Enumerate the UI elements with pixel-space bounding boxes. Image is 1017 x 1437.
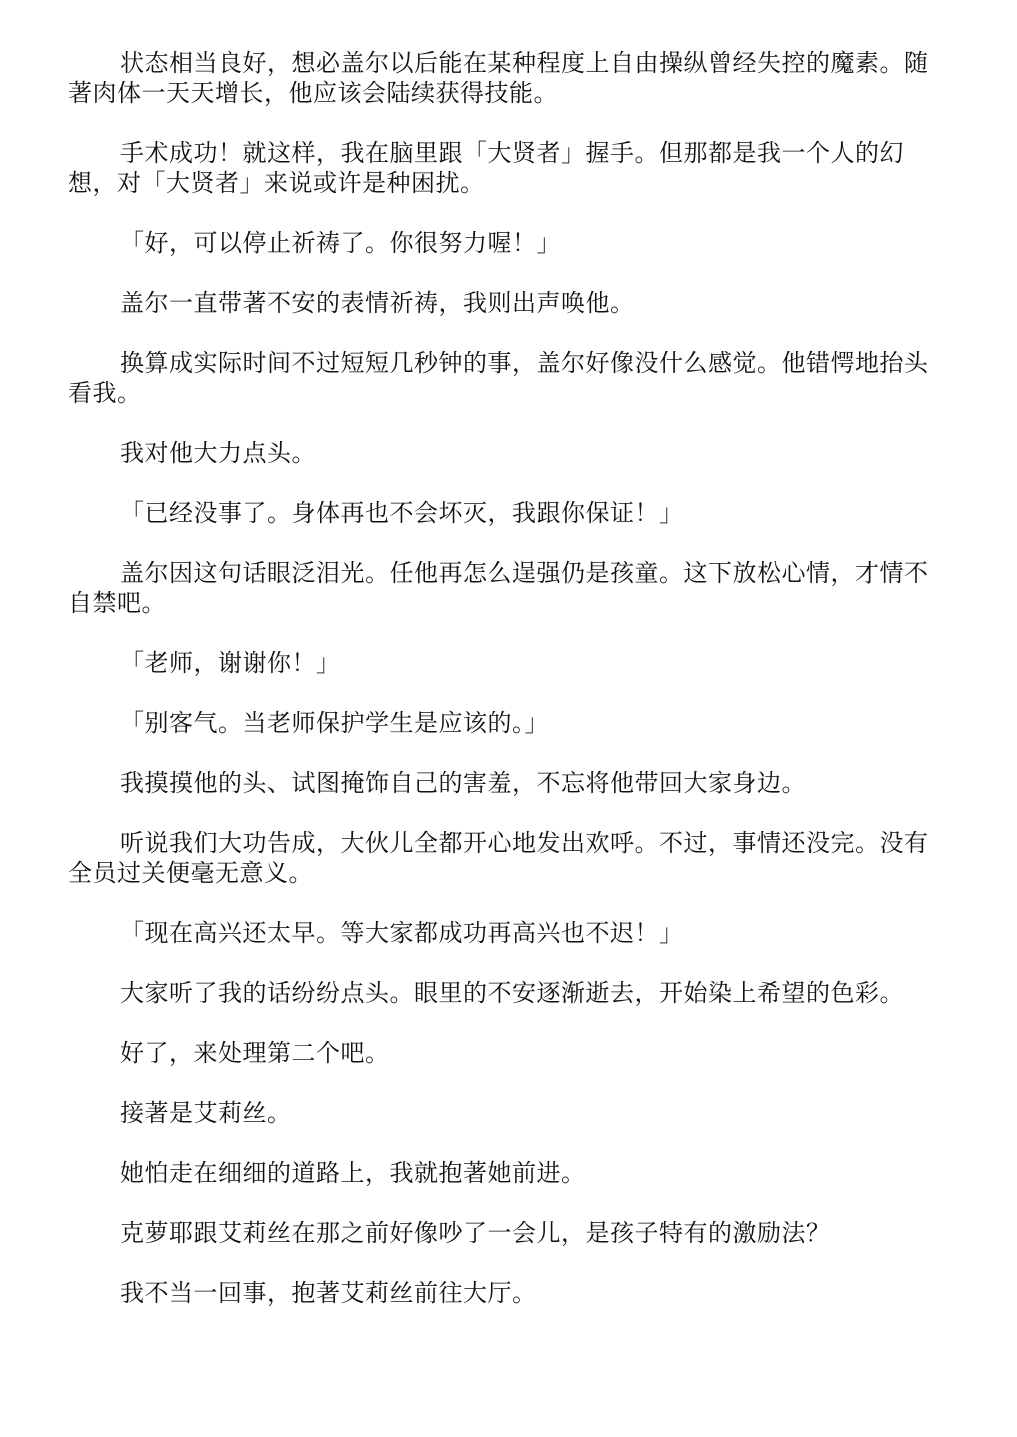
paragraph-17: 她怕走在细细的道路上，我就抱著她前进。: [120, 1159, 586, 1187]
paragraph-18: 克萝耶跟艾莉丝在那之前好像吵了一会儿，是孩子特有的激励法？: [120, 1219, 831, 1247]
paragraph-19: 我不当一回事，抱著艾莉丝前往大厅。: [120, 1279, 537, 1307]
paragraph-14: 大家听了我的话纷纷点头。眼里的不安逐渐逝去，开始染上希望的色彩。: [120, 979, 904, 1007]
paragraph-4: 盖尔一直带著不安的表情祈祷，我则出声唤他。: [120, 289, 635, 317]
paragraph-8: 盖尔因这句话眼泛泪光。任他再怎么逞强仍是孩童。这下放松心情，才情不自禁吧。: [68, 559, 929, 617]
paragraph-5: 换算成实际时间不过短短几秒钟的事，盖尔好像没什么感觉。他错愕地抬头看我。: [68, 349, 929, 407]
paragraph-11: 我摸摸他的头、试图掩饰自己的害羞，不忘将他带回大家身边。: [120, 769, 806, 797]
paragraph-9: 「老师，谢谢你！」: [120, 649, 341, 677]
paragraph-16: 接著是艾莉丝。: [120, 1099, 292, 1127]
paragraph-2: 手术成功！就这样，我在脑里跟「大贤者」握手。但那都是我一个人的幻想，对「大贤者」来说或许是种困扰。: [68, 139, 904, 197]
paragraph-10: 「别客气。当老师保护学生是应该的。」: [120, 709, 549, 737]
document-page: [68, 48, 948, 1338]
paragraph-6: 我对他大力点头。: [120, 439, 316, 467]
paragraph-1: 状态相当良好，想必盖尔以后能在某种程度上自由操纵曾经失控的魔素。随著肉体一天天增长，他应该会陆续获得技能。: [68, 49, 929, 107]
paragraph-7: 「已经没事了。身体再也不会坏灭，我跟你保证！」: [120, 499, 684, 527]
paragraph-15: 好了，来处理第二个吧。: [120, 1039, 390, 1067]
paragraph-12: 听说我们大功告成，大伙儿全都开心地发出欢呼。不过，事情还没完。没有全员过关便毫无意义。: [68, 829, 929, 887]
paragraph-3: 「好，可以停止祈祷了。你很努力喔！」: [120, 229, 561, 257]
paragraph-13: 「现在高兴还太早。等大家都成功再高兴也不迟！」: [120, 919, 684, 947]
